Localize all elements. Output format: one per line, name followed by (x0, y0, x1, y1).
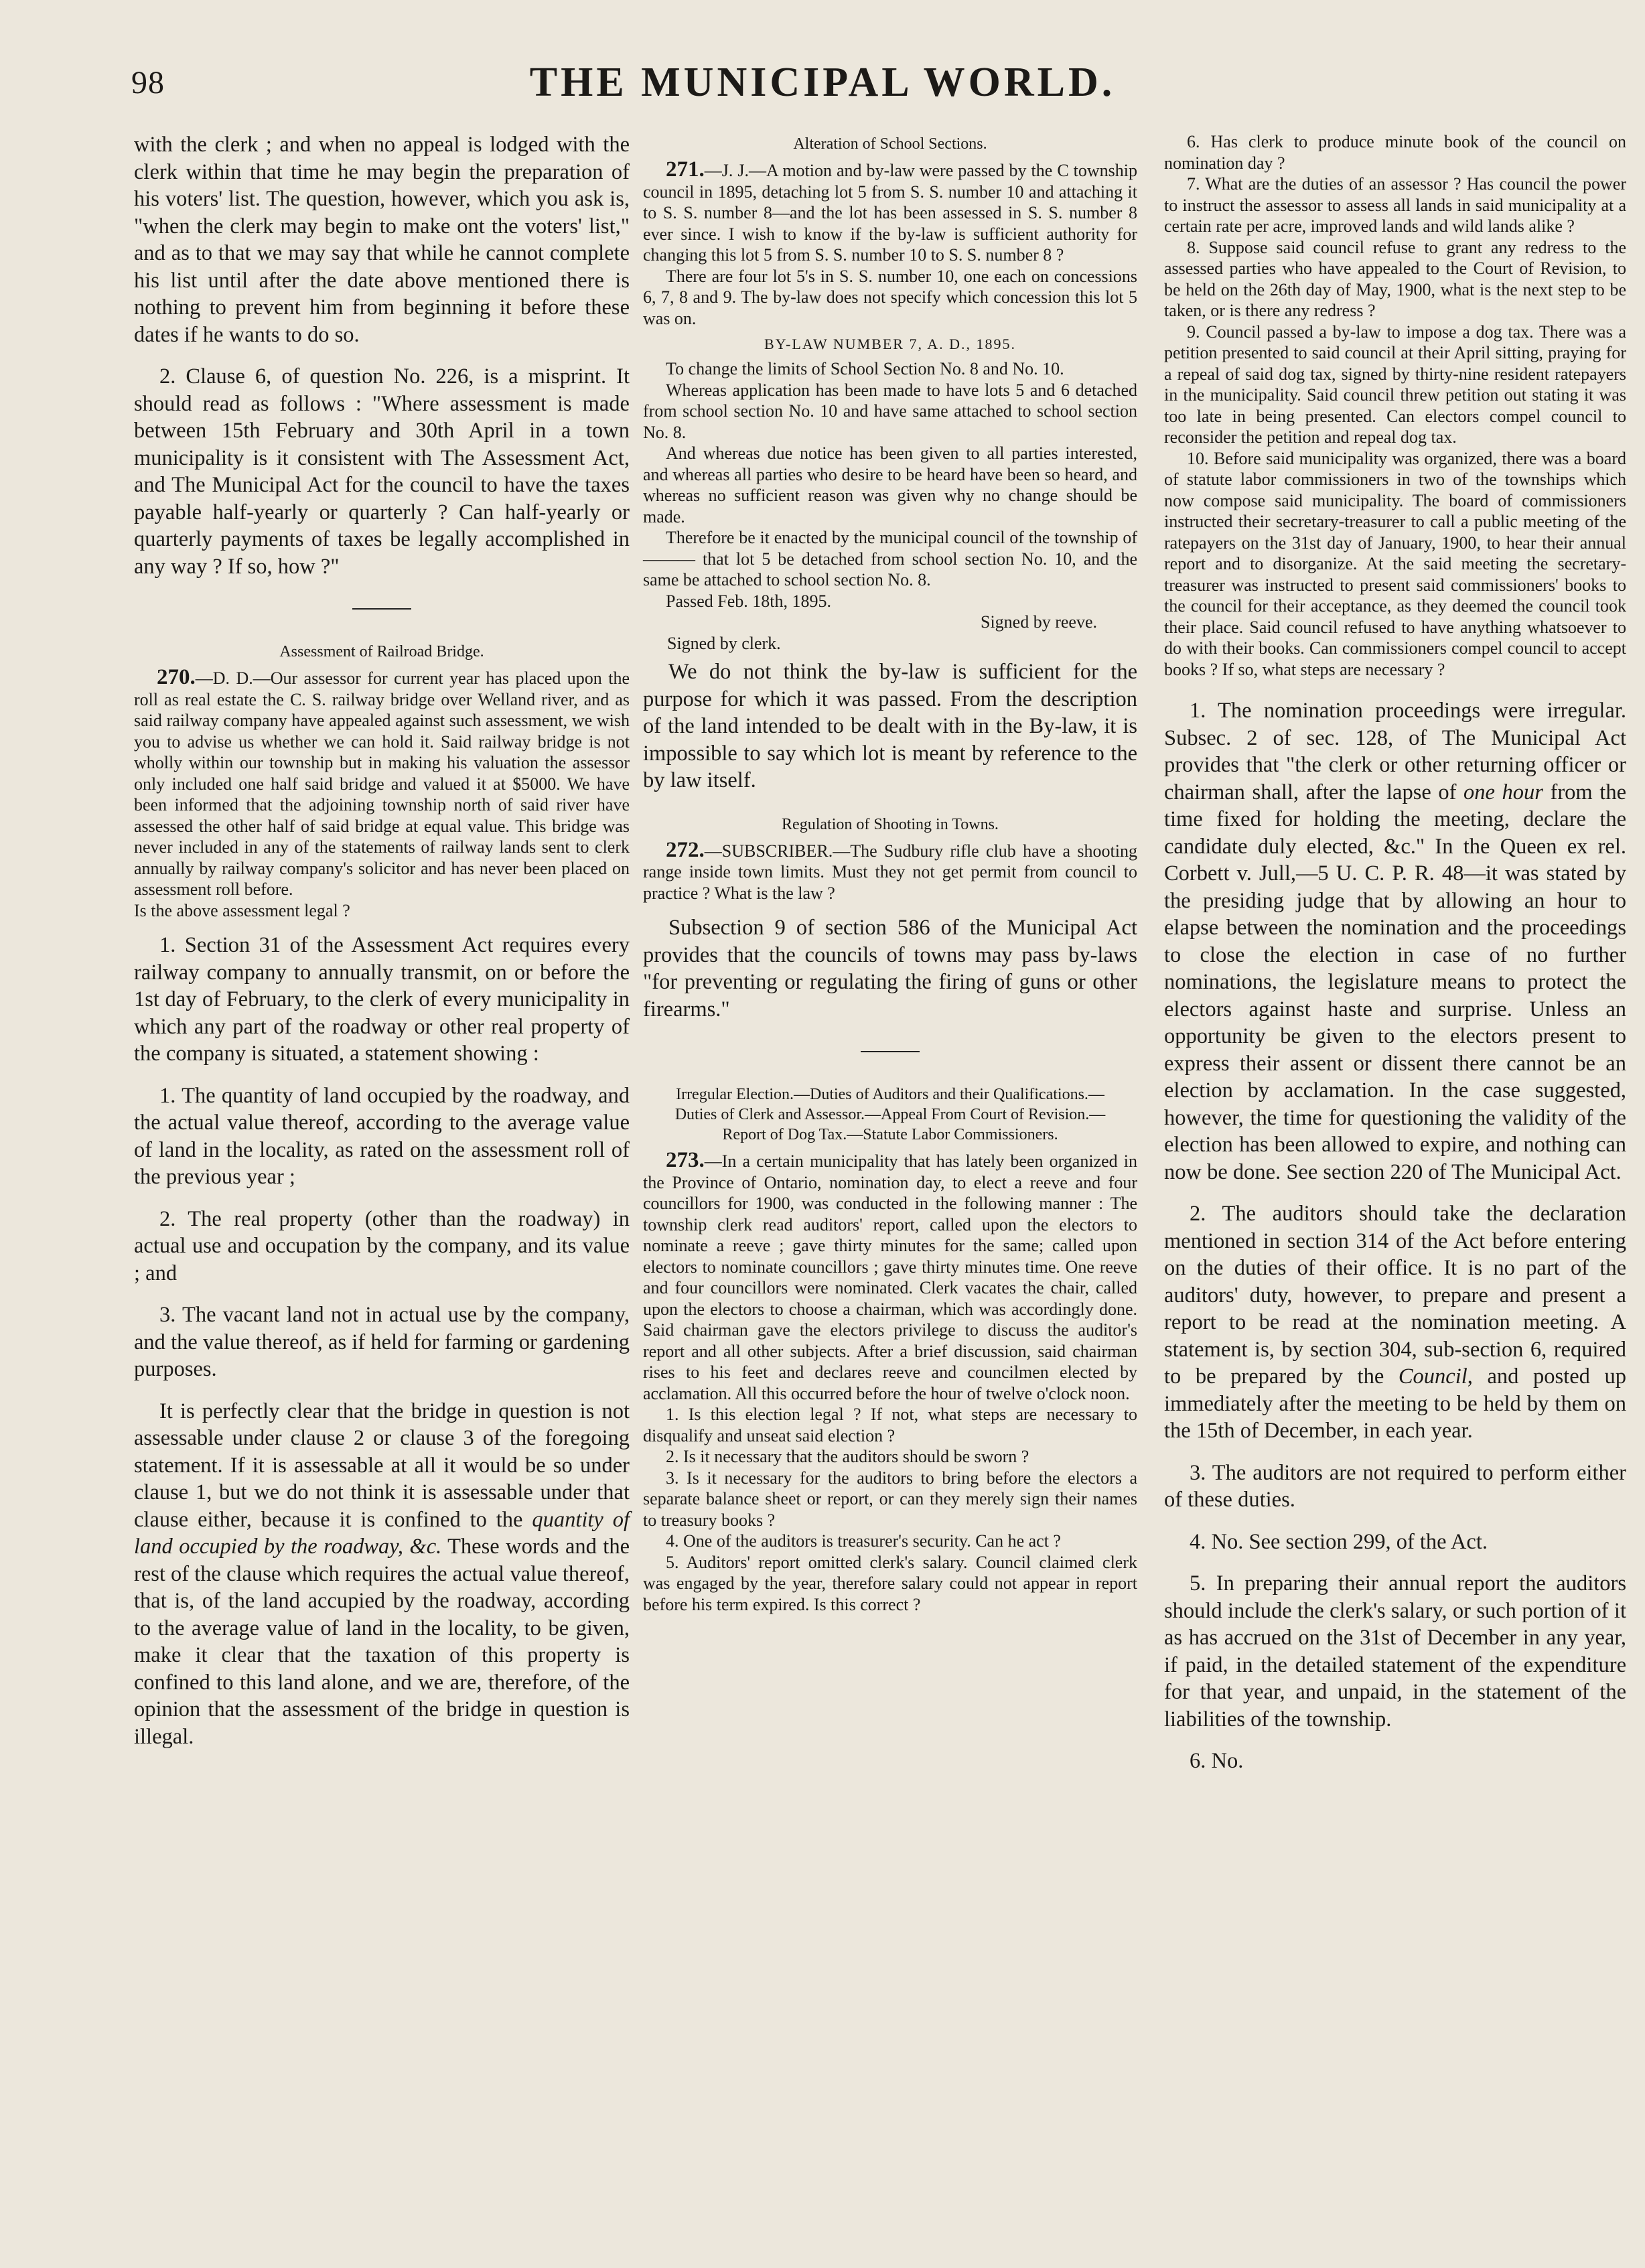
answer-emphasis: Council (1398, 1364, 1468, 1389)
question-text: 3. Is it necessary for the auditors to bring before the electors a separate balance sheet or report, or can they merely sign their names to treasury books ? (643, 1468, 1137, 1530)
answer-text: It is perfectly clear that the bridge in question is not assessable under clause 2 or clause 3 of the foregoing statement. If it is assessable at all it would be so under clause 1, but we do not think it is assessable under that clause either, because it is confined to the (134, 1399, 630, 1532)
question-text: 1. Is this election legal ? If not, what steps are necessary to disqualify and unseat said election ? (643, 1405, 1137, 1445)
answer-text: 2. The auditors should take the declaration mentioned in section 314 of the Act before entering on the duties of their office. It is no part of the auditors' duty, however, to prepare and present a report to be read at the nomination meeting. A statement is, by section 304, sub-section 6, required to be prepared by the (1164, 1202, 1626, 1389)
question-text: 9. Council passed a by-law to impose a dog tax. There was a petition presented to said council at their April sitting, praying for a repeal of said dog tax, signed by thirty-nine resident ratepayers in the municipality. Said council threw petition out stating it was too late in being presented. Can electors compel council to reconsider the petition and repeal dog tax. (1164, 322, 1626, 447)
question (643, 159, 1137, 266)
question-text: —SUBSCRIBER.—The Sudbury rifle club have a shooting range inside town limits. Must they not get permit from council to practice ? What is the law ? (643, 841, 1137, 903)
question-text: 7. What are the duties of an assessor ? Has council the power to instruct the assessor to assess all lands in said municipality at a certain rate per acre, improved lands and wild lands alike ? (1164, 174, 1626, 236)
question-text: 8. Suppose said council refuse to grant any redress to the assessed parties who have appealed to the Court of Revision, to be held on the 26th day of May, 1900, what is the next step to be taken, or is there any redress ? (1164, 237, 1626, 320)
question-number: 270. (157, 665, 196, 689)
section-title: Irregular Election.—Duties of Auditors and their Qualifications.—Duties of Clerk and Assessor.—Appeal From Court of Revision.—Report of Dog Tax.—Statute Labor Commissioners. (674, 1086, 1106, 1143)
bylaw-text: Whereas application has been made to have lots 5 and 6 detached from school section No. 10 and have same attached to school section No. 8. (643, 380, 1137, 442)
section-title: Assessment of Railroad Bridge. (279, 643, 484, 660)
answer: 3. The auditors are not required to perform either of these duties. (1164, 1460, 1626, 1512)
answer: 3. The vacant land not in actual use by the company, and the value thereof, as if held for farming or gardening purposes. (134, 1303, 630, 1381)
signature-clerk: Signed by clerk. (667, 634, 781, 653)
column-1 (134, 131, 630, 1750)
section-title: Alteration of School Sections. (793, 135, 987, 153)
answer: We do not think the by-law is sufficient for the purpose for which it was passed. From the description of the land intended to be dealt with in the By-law, it is impossible to say which lot is meant by reference to the by law itself. (643, 660, 1137, 792)
question-text: —D. D.—Our assessor for current year has placed upon the roll as real estate the C. S. railway bridge over Welland river, and as said railway company have appealed against such assessment, we wish you to advise us whether we can hold it. Said railway bridge is not wholly within our township but in making his valuation the assessor only included one half said bridge and valued it at $5000. We have been informed that the adjoining township north of said river have assessed the other half of said bridge at equal value. This bridge was never included in any of the statements of railway lands sent to clerk annually by railway company's solicitor and has never been placed on assessment roll before. (134, 668, 630, 899)
answer-emphasis: one hour (1463, 780, 1543, 804)
question-text: —In a certain municipality that has lately been organized in the Province of Ontario, nomination day, to elect a reeve and four councillors for 1900, was conducted in the following manner : The township clerk read auditors' report, called upon the electors to nominate a reeve ; gave thirty minutes for the same; called upon electors to nominate councillors ; gave thirty minutes time. One reeve and four councillors were nominated. Clerk vacates the chair, called upon the electors to choose a chairman, which was accordingly done. Said chairman gave the electors privilege to discuss the auditor's report and all other subjects. After a brief discussion, said chairman rises to his feet and declares reeve and councilmen elected by acclamation. All this occurred before the hour of twelve o'clock noon. (643, 1151, 1137, 1403)
bylaw-text: To change the limits of School Section No. 8 and No. 10. (666, 359, 1064, 378)
question-number: 272. (666, 837, 705, 862)
bylaw-title: BY-LAW NUMBER 7, A. D., 1895. (764, 336, 1017, 352)
question-text: 5. Auditors' report omitted clerk's salary. Council claimed clerk was engaged by the year, therefore salary could not appear in report before his term expired. Is this correct ? (643, 1552, 1137, 1614)
answer (1164, 697, 1626, 1186)
bylaw-text: Therefore be it enacted by the municipal council of the township of ——— that lot 5 be detached from school section No. 10, and the same be attached to school section No. 8. (643, 528, 1137, 589)
bylaw-text: Passed Feb. 18th, 1895. (666, 591, 831, 611)
answer: 5. In preparing their annual report the auditors should include the clerk's salary, or such portion of it as has accrued on the 31st of December in any year, if paid, in the detailed statement of the expenditure for that year, and unpaid, in the statement of the liabilities of the township. (1164, 1571, 1626, 1731)
column-2 (643, 131, 1137, 1615)
question (643, 837, 1137, 904)
question (643, 1150, 1137, 1404)
question-text: 10. Before said municipality was organized, there was a board of statute labor commissioners in two of the townships which now compose said municipality. The board of commissioners instructed their secretary-treasurer to call a public meeting of the ratepayers on the 31st day of January, 1900, to hear their annual report and to disorganize. At the said meeting the secretary-treasurer was instructed to present said commissioners' books to the council for their acceptance, as they deemed the council took their place. Said council refused to have anything whatsoever to do with their books. Can commissioners compel council to accept books ? If so, what steps are necessary ? (1164, 448, 1626, 679)
answer-text: These words and the rest of the clause which requires the actual value thereof, that is, of the land accupied by the roadway, according to the average value of land in the locality, to be given, make it clear that the taxation of this property is confined to this land alone, and we are, therefore, of the opinion that the assessment of the bridge in question is illegal. (134, 1535, 630, 1749)
question (134, 667, 630, 900)
answer-text: 1. The nomination proceedings were irregular. Subsec. 2 of sec. 128, of The Municipal Act provides that "the clerk or other returning officer or chairman shall, after the lapse of (1164, 699, 1626, 804)
question-text: —J. J.—A motion and by-law were passed by the C township council in 1895, detaching lot 5 from S. S. number 10 and attaching it to S. S. number 8—and the lot has been assessed in S. S. number 8 ever since. I wish to know if the by-law is sufficient authority for changing this lot 5 from S. S. number 10 to S. S. number 8 ? (643, 161, 1137, 265)
answer (1164, 1200, 1626, 1445)
answer: 6. No. (1190, 1749, 1244, 1773)
signature-reeve: Signed by reeve. (980, 612, 1097, 632)
question-text: 4. One of the auditors is treasurer's security. Can he act ? (666, 1531, 1061, 1551)
answer: 1. Section 31 of the Assessment Act requires every railway company to annually transmit, on or before the 1st day of February, to the clerk of every municipality in which any part of the roadway or other real property of the company is situated, a statement showing : (134, 933, 630, 1066)
journal-title: THE MUNICIPAL WORLD. (529, 60, 1116, 105)
divider (352, 608, 411, 610)
answer-text: from the time fixed for holding the meeting, declare the candidate duly elected, &c." In the Queen ex rel. Corbett v. Jull,—5 U. C. P. R. 48—it was stated by the presiding judge that by allowing an hour to elapse between the nomination and the proceedings to close the election in case of no further nominations, the legislature means to protect the electors against haste and surprise. Unless an opportunity be given to the electors present to express their assent or dissent there cannot be an election by acclamation. In the case suggested, however, the time for questioning the validity of the election has been allowed to expire, and nothing can now be done. See section 220 of The Municipal Act. (1164, 780, 1626, 1184)
bylaw-text: And whereas due notice has been given to all parties interested, and whereas all parties who desire to be heard have been so heard, and whereas no sufficient reason was given why no change should be made. (643, 443, 1137, 526)
question-text: Is the above assessment legal ? (134, 900, 350, 920)
answer-text: , and posted up immediately after the meeting to be held by them on the 15th of December, in each year. (1164, 1364, 1626, 1443)
section-title: Regulation of Shooting in Towns. (782, 815, 999, 833)
answer: 1. The quantity of land occupied by the roadway, and the actual value thereof, according to the average value of land in the locality, as rated on the assessment roll of the previous year ; (134, 1083, 630, 1189)
paragraph: 2. Clause 6, of question No. 226, is a misprint. It should read as follows : "Where assessment is made between 15th February and 30th April in a town municipality is it consistent with The Assessment Act, and The Municipal Act for the council to have the taxes payable half-yearly or quarterly ? Can half-yearly or quarterly payments of taxes be legally accomplished in any way ? If so, how ?" (134, 364, 630, 579)
question-text: 2. Is it necessary that the auditors should be sworn ? (666, 1447, 1029, 1466)
answer (134, 1398, 630, 1751)
answer: Subsection 9 of section 586 of the Municipal Act provides that the councils of towns may pass by-laws "for preventing or regulating the firing of guns or other firearms." (643, 916, 1137, 1021)
page-number: 98 (131, 65, 165, 100)
question-number: 271. (666, 157, 705, 182)
question-text: 6. Has clerk to produce minute book of the council on nomination day ? (1164, 132, 1626, 173)
question-text: There are four lot 5's in S. S. number 10, one each on concessions 6, 7, 8 and 9. The by-law does not specify which concession this lot 5 was on. (643, 266, 1137, 328)
divider (861, 1051, 920, 1052)
question-number: 273. (666, 1148, 705, 1172)
column-3 (1164, 131, 1626, 1775)
answer: 2. The real property (other than the roadway) in actual use and occupation by the company, and its value ; and (134, 1206, 630, 1285)
answer-emphasis: quantity of land occupied by the roadway, &c. (134, 1507, 630, 1559)
paragraph: with the clerk ; and when no appeal is lodged with the clerk within that time he may begin the preparation of his voters' list. The question, however, which you ask is, "when the clerk may begin to make ont the voters' list," and as to that we may say that while he cannot complete his list until after the date above mentioned there is nothing to prevent him from beginning it before these dates if he wants to do so. (134, 133, 630, 347)
answer: 4. No. See section 299, of the Act. (1190, 1529, 1488, 1554)
